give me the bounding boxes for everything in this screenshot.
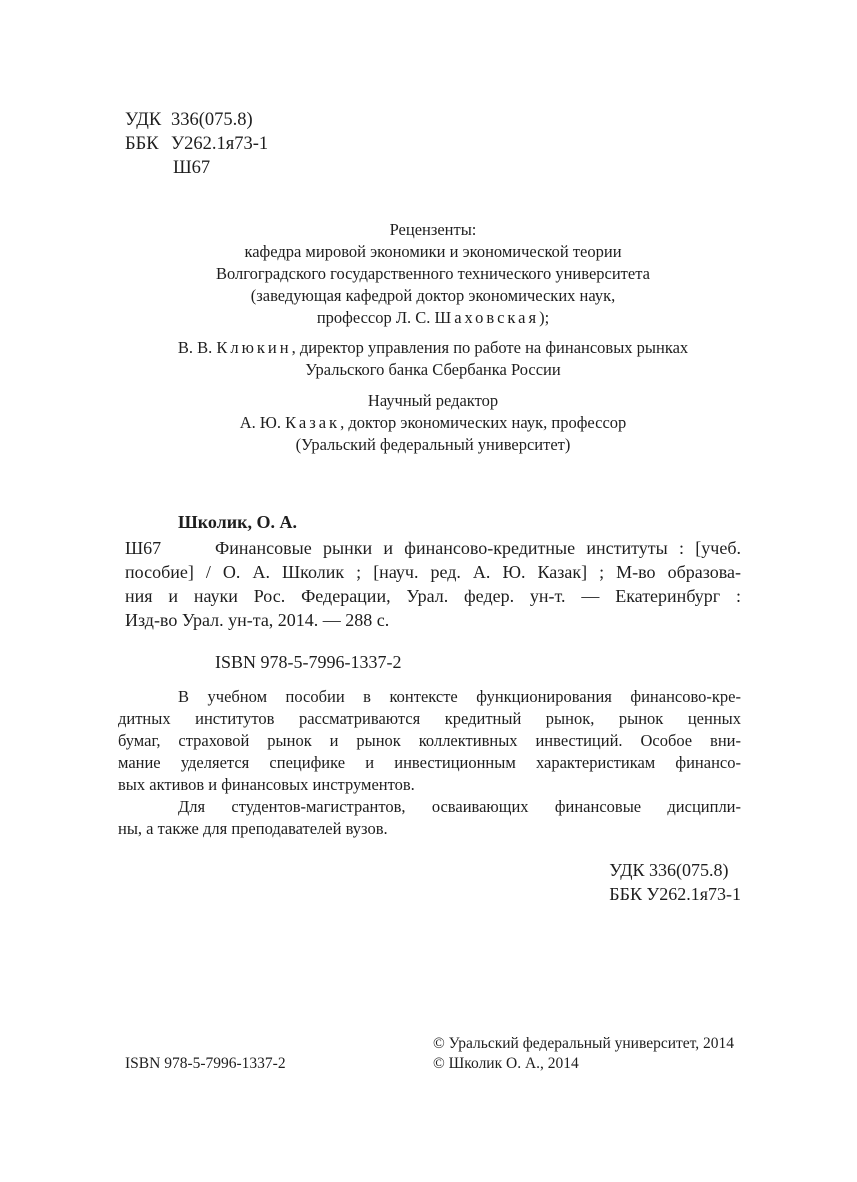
codes-right (609, 858, 741, 906)
copyrights (433, 1034, 734, 1074)
bbk-value: У262.1я73-1 (171, 134, 269, 154)
reviewer-org-head (125, 307, 741, 329)
reviewer-org-line: кафедра мировой экономики и экономической теории (244, 242, 622, 261)
abstract-line: Для студентов-магистрантов, осваивающих финансовые дисципли- (178, 797, 741, 816)
reviewer-suffix: ); (539, 308, 550, 327)
bib-shelf-mark: Ш67 (125, 538, 162, 558)
reviewer-person-position: , директор управления по работе на финансовых рынках (291, 338, 689, 357)
bbk-row (125, 132, 268, 156)
reviewer-person-name: Клюкин (216, 338, 292, 357)
reviewers-block (125, 219, 741, 456)
abstract-line: ны, а также для преподавателей вузов. (118, 819, 388, 838)
abstract-line: бумаг, страховой рынок и рынок коллективных инвестиций. Особое вни- (118, 731, 741, 750)
bib-line: ния и науки Рос. Федерации, Урал. федер. ун-т. — Екатеринбург : (125, 586, 741, 606)
author-mark: Ш67 (173, 158, 211, 178)
bbk-right: ББК У262.1я73-1 (609, 884, 741, 904)
classification-codes (125, 108, 268, 180)
bib-line: Финансовые рынки и финансово-кредитные институты : [учеб. (215, 538, 741, 558)
abstract-line: мание уделяется специфике и инвестиционным характеристикам финансо- (118, 753, 741, 772)
copyright-university: © Уральский федеральный университет, 2014 (433, 1035, 735, 1052)
reviewer-title: профессор Л. С. (316, 308, 435, 327)
reviewer-person-initials: В. В. (177, 338, 217, 357)
bib-isbn: ISBN 978-5-7996-1337-2 (215, 652, 402, 672)
reviewer-person (125, 337, 741, 359)
abstract (118, 686, 741, 840)
reviewer-person-org: Уральского банка Сбербанка России (305, 360, 561, 379)
reviewers-heading: Рецензенты: (389, 220, 477, 239)
udk-value: 336(075.8) (171, 110, 253, 130)
bib-line: пособие] / О. А. Школик ; [науч. ред. А. Ю. Казак] ; М-во образова- (125, 562, 741, 582)
editor-heading: Научный редактор (367, 391, 499, 410)
abstract-line: В учебном пособии в контексте функционирования финансово-кре- (178, 687, 741, 706)
udk-row (125, 108, 268, 132)
editor-affiliation: (Уральский федеральный университет) (295, 435, 571, 454)
bib-author: Школик, О. А. (178, 512, 298, 532)
bib-line: Изд-во Урал. ун-та, 2014. — 288 с. (125, 610, 390, 630)
reviewer-org-line: Волгоградского государственного технического университета (216, 264, 650, 283)
editor-line (125, 412, 741, 434)
udk-label: УДК (125, 110, 162, 130)
footer-isbn: ISBN 978-5-7996-1337-2 (125, 1055, 286, 1072)
abstract-line: вых активов и финансовых инструментов. (118, 775, 415, 794)
reviewer-org-line: (заведующая кафедрой доктор экономических наук, (250, 286, 616, 305)
editor-position: , доктор экономических наук, профессор (340, 413, 627, 432)
bbk-label: ББК (125, 134, 159, 154)
udk-right: УДК 336(075.8) (609, 860, 729, 880)
editor-name: Казак (285, 413, 341, 432)
abstract-line: дитных институтов рассматриваются кредитный рынок, рынок ценных (118, 709, 741, 728)
reviewer-name: Шаховская (434, 308, 540, 327)
copyright-author: © Школик О. А., 2014 (433, 1055, 579, 1072)
editor-initials: А. Ю. (239, 413, 286, 432)
